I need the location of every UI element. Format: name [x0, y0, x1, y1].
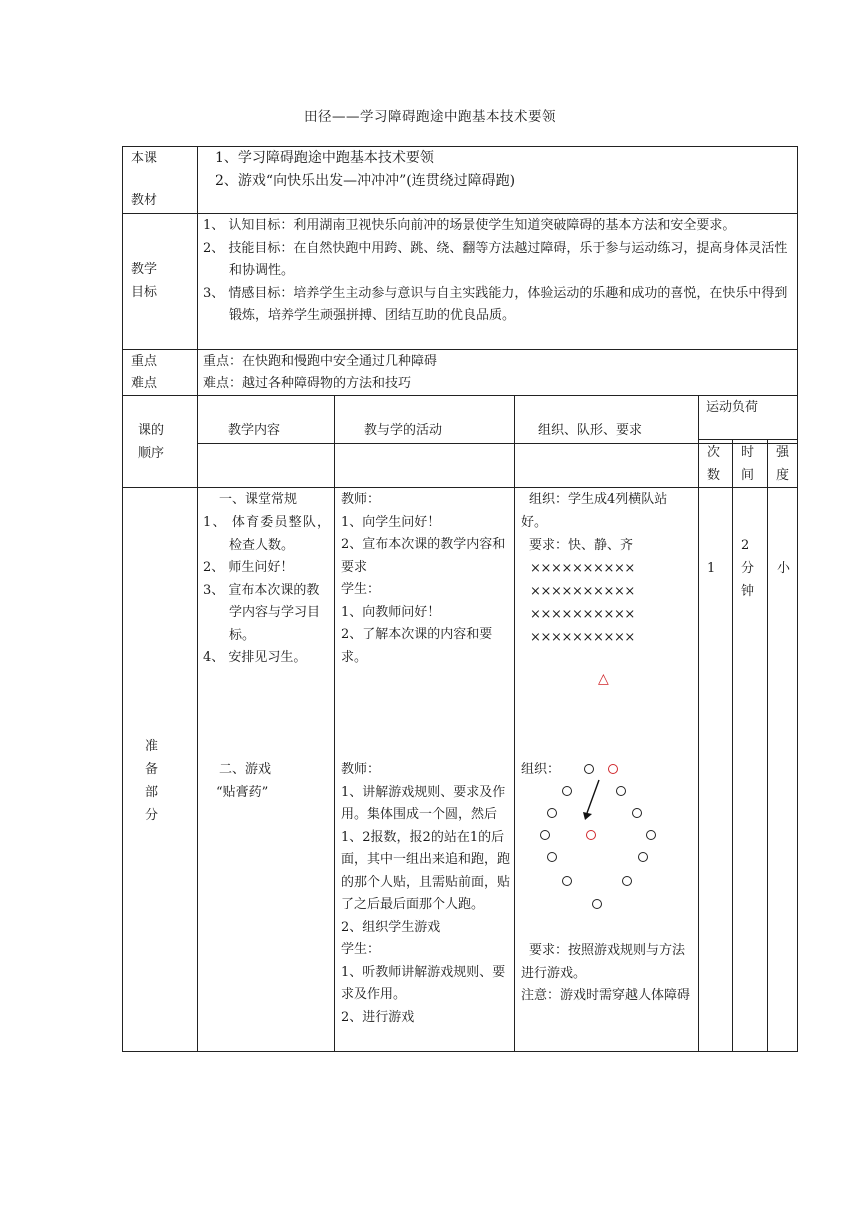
textbook-line-1: 1、学习障碍跑途中跑基本技术要领	[215, 150, 434, 166]
header-time-top: 时	[741, 445, 755, 460]
prep-label-4: 分	[145, 808, 159, 823]
textbook-line-2: 2、游戏“向快乐出发—冲冲冲”(连贯绕过障碍跑)	[215, 173, 516, 189]
header-content: 教学内容	[228, 423, 281, 438]
goal-item: 1、 认知目标：利用湖南卫视快乐向前冲的场景使学生知道突破障碍的基本方法和安全要求。	[203, 218, 736, 233]
routine-item: 2、 师生问好！	[203, 560, 294, 575]
load-time-number: 2	[741, 538, 750, 553]
activity-line: 1、讲解游戏规则、要求及作用。集体围成一个圆，然后1、2报数，报2的站在1的后面，其中一组出来追和跑，跑的那个人贴，且需贴前面，贴了之后最后面那个人跑。	[341, 784, 511, 912]
load-time-unit-1: 分	[741, 561, 755, 576]
header-activity: 教与学的活动	[364, 423, 443, 438]
activity-line: 教师：	[341, 492, 381, 507]
student-circle-icon	[646, 830, 656, 840]
formation-row: ××××××××××	[530, 561, 635, 576]
goals-list	[203, 215, 794, 328]
activity-line: 学生：	[341, 942, 381, 957]
activity-line: 学生：	[341, 582, 381, 597]
goal-item: 3、 情感目标：培养学生主动参与意识与自主实践能力，体验运动的乐趣和成功的喜悦，在快乐中得到锻炼，培养学生顽强拼搏、团结互助的优良品质。	[203, 285, 788, 323]
org2-requirement: 要求：按照游戏规则与方法进行游戏。	[521, 943, 686, 981]
activity-line: 2、宣布本次课的教学内容和要求	[341, 537, 506, 575]
activity-line: 2、进行游戏	[341, 1009, 415, 1025]
student-circle-icon	[584, 764, 594, 774]
activity-block-1	[341, 489, 510, 669]
teacher-triangle-icon: △	[598, 671, 609, 687]
textbook-label-top: 本课	[131, 151, 158, 166]
student-circle-red-icon	[586, 830, 596, 840]
page-title: 田径——学习障碍跑途中跑基本技术要领	[304, 109, 556, 125]
header-order-bottom: 顺序	[138, 446, 165, 461]
student-circle-icon	[547, 808, 557, 818]
routine-item: 1、 体育委员整队，检查人数。	[203, 515, 330, 553]
game-name: “贴膏药”	[216, 785, 269, 800]
difficult-point: 难点：越过各种障碍物的方法和技巧	[203, 376, 412, 391]
header-times-bottom: 数	[707, 468, 721, 483]
header-order-top: 课的	[138, 423, 165, 438]
load-time-unit-2: 钟	[741, 584, 755, 599]
formation-row: ××××××××××	[530, 630, 635, 645]
goals-label-top: 教学	[131, 262, 158, 277]
header-times-top: 次	[707, 445, 721, 460]
formation-row: ××××××××××	[530, 584, 635, 599]
activity-line: 教师：	[341, 762, 381, 777]
org2-label: 组织：	[521, 762, 561, 777]
routine-item: 4、 安排见习生。	[203, 650, 307, 665]
student-circle-icon	[592, 899, 602, 909]
student-circle-icon	[540, 830, 550, 840]
activity-line: 2、组织学生游戏	[341, 919, 441, 935]
key-label-top: 重点	[131, 354, 158, 369]
student-circle-icon	[616, 786, 626, 796]
goal-item: 2、 技能目标：在自然快跑中用跨、跳、绕、翻等方法越过障碍，乐于参与运动练习，提高身体灵活性和协调性。	[203, 240, 788, 278]
activity-block-2	[341, 759, 510, 1029]
load-intensity: 小	[777, 561, 791, 576]
activity-line: 1、听教师讲解游戏规则、要求及作用。	[341, 964, 506, 1002]
header-intensity-top: 强	[776, 445, 790, 460]
activity-line: 2、了解本次课的内容和要求。	[341, 627, 493, 665]
header-time-bottom: 间	[741, 468, 755, 483]
prep-label-3: 部	[145, 785, 159, 800]
prep-label-2: 备	[145, 762, 159, 777]
student-circle-icon	[622, 876, 632, 886]
student-circle-icon	[562, 876, 572, 886]
org2-note: 注意：游戏时需穿越人体障碍	[521, 988, 691, 1003]
student-circle-icon	[547, 852, 557, 862]
load-times: 1	[707, 561, 716, 576]
routine-item: 3、 宣布本次课的教学内容与学习目标。	[203, 582, 321, 643]
student-circle-icon	[632, 808, 642, 818]
routine-heading: 一、课堂常规	[219, 492, 298, 507]
org-requirement: 要求：快、静、齐	[529, 538, 634, 553]
key-label-bottom: 难点	[131, 376, 158, 391]
header-intensity-bottom: 度	[776, 468, 790, 483]
routine-list	[203, 512, 330, 670]
prep-label-1: 准	[145, 739, 159, 754]
formation-row: ××××××××××	[530, 607, 635, 622]
org-line-1: 组织：学生成4列横队站好。	[521, 492, 668, 530]
student-circle-icon	[638, 852, 648, 862]
game-heading: 二、游戏	[219, 762, 272, 777]
key-point: 重点：在快跑和慢跑中安全通过几种障碍	[203, 354, 438, 369]
student-circle-red-icon	[608, 764, 618, 774]
header-organization: 组织、队形、要求	[538, 423, 643, 438]
activity-line: 1、向学生问好！	[341, 514, 441, 530]
chase-arrow-icon	[580, 778, 604, 820]
activity-line: 1、向教师问好！	[341, 604, 441, 620]
student-circle-icon	[562, 786, 572, 796]
goals-label-bottom: 目标	[131, 285, 158, 300]
textbook-label-bottom: 教材	[131, 193, 158, 208]
header-load: 运动负荷	[706, 400, 759, 415]
